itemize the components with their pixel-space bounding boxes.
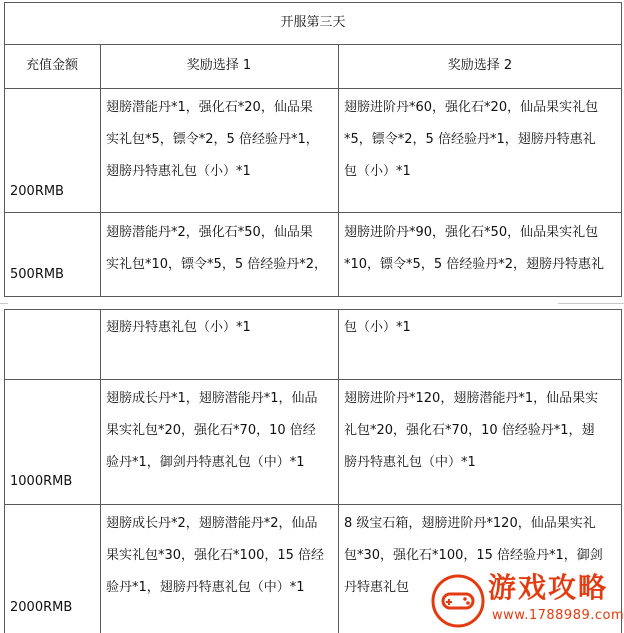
table-border-top <box>4 2 622 3</box>
table-rule <box>4 44 622 45</box>
cell-line: 膀丹特惠礼包（中）*1 <box>344 455 476 470</box>
table-title: 开服第三天 <box>280 15 346 30</box>
header-option-1: 奖励选择 1 <box>186 58 252 73</box>
page-break-mark <box>558 303 624 304</box>
option-2-cell <box>344 92 598 188</box>
option-2-cell <box>344 217 604 281</box>
cell-line: *10，镖令*5，5 倍经验丹*2，翅膀丹特惠礼 <box>344 257 604 272</box>
header-amount: 充值金额 <box>25 58 78 73</box>
table-rule <box>4 296 622 297</box>
table-border-left <box>4 309 5 633</box>
cell-line: 丹特惠礼包 <box>344 580 410 595</box>
cell-line: 8 级宝石箱，翅膀进阶丹*120，仙品果实礼 <box>344 516 596 531</box>
gamepad-logo-icon <box>430 573 486 629</box>
cell-line: 翅膀成长丹*1，翅膀潜能丹*1，仙品 <box>106 391 318 406</box>
cell-line: 翅膀丹特惠礼包（小）*1 <box>106 320 251 335</box>
cell-line: 实礼包*10，镖令*5，5 倍经验丹*2， <box>106 257 327 272</box>
table-border-right <box>621 2 622 297</box>
table-rule <box>4 379 622 380</box>
column-divider <box>100 309 101 633</box>
cell-line: 果实礼包*30，强化石*100，15 倍经 <box>106 548 325 563</box>
cell-line: 翅膀进阶丹*90，强化石*50，仙品果实礼包 <box>344 225 599 240</box>
amount-cell: 500RMB <box>10 267 64 282</box>
page-break-mark <box>0 303 8 304</box>
table-border-left <box>4 2 5 297</box>
table-rule <box>4 309 622 310</box>
cell-line: 礼包*20，强化石*70，10 倍经验丹*1，翅 <box>344 423 595 438</box>
table-rule <box>4 88 622 89</box>
site-watermark <box>428 571 624 631</box>
option-1-cell <box>106 92 319 188</box>
amount-cell: 200RMB <box>10 184 64 199</box>
amount-cell: 1000RMB <box>10 474 73 489</box>
cell-line: 翅膀成长丹*2，翅膀潜能丹*2，仙品 <box>106 516 318 531</box>
amount-cell: 2000RMB <box>10 600 73 615</box>
cell-line: 验丹*1，翅膀丹特惠礼包（中）*1 <box>106 580 305 595</box>
table-rule <box>4 504 622 505</box>
option-1-cell <box>106 508 324 604</box>
option-2-cell <box>344 312 411 344</box>
cell-line: 果实礼包*20，强化石*70，10 倍经 <box>106 423 316 438</box>
cell-line: 实礼包*5，镖令*2，5 倍经验丹*1， <box>106 132 319 147</box>
cell-line: 验丹*1，御剑丹特惠礼包（中）*1 <box>106 455 305 470</box>
cell-line: 翅膀潜能丹*2，强化石*50，仙品果 <box>106 225 313 240</box>
watermark-name: 游戏攻略 <box>488 571 609 604</box>
watermark-url: www.1788989.com <box>492 608 624 623</box>
cell-line: 翅膀进阶丹*60，强化石*20，仙品果实礼包 <box>344 100 599 115</box>
cell-line: 包*30，强化石*100，15 倍经验丹*1，御剑 <box>344 548 603 563</box>
column-divider <box>338 309 339 633</box>
option-1-cell <box>106 312 251 344</box>
cell-line: *5，镖令*2，5 倍经验丹*1，翅膀丹特惠礼 <box>344 132 596 147</box>
table-rule <box>4 212 622 213</box>
cell-line: 包（小）*1 <box>344 164 411 179</box>
cell-line: 包（小）*1 <box>344 320 411 335</box>
option-2-cell <box>344 383 598 479</box>
cell-line: 翅膀进阶丹*120，翅膀潜能丹*1，仙品果实 <box>344 391 599 406</box>
option-1-cell <box>106 383 318 479</box>
cell-line: 翅膀潜能丹*1，强化石*20，仙品果 <box>106 100 313 115</box>
cell-line: 翅膀丹特惠礼包（小）*1 <box>106 164 251 179</box>
header-option-2: 奖励选择 2 <box>447 58 513 73</box>
option-1-cell <box>106 217 327 281</box>
